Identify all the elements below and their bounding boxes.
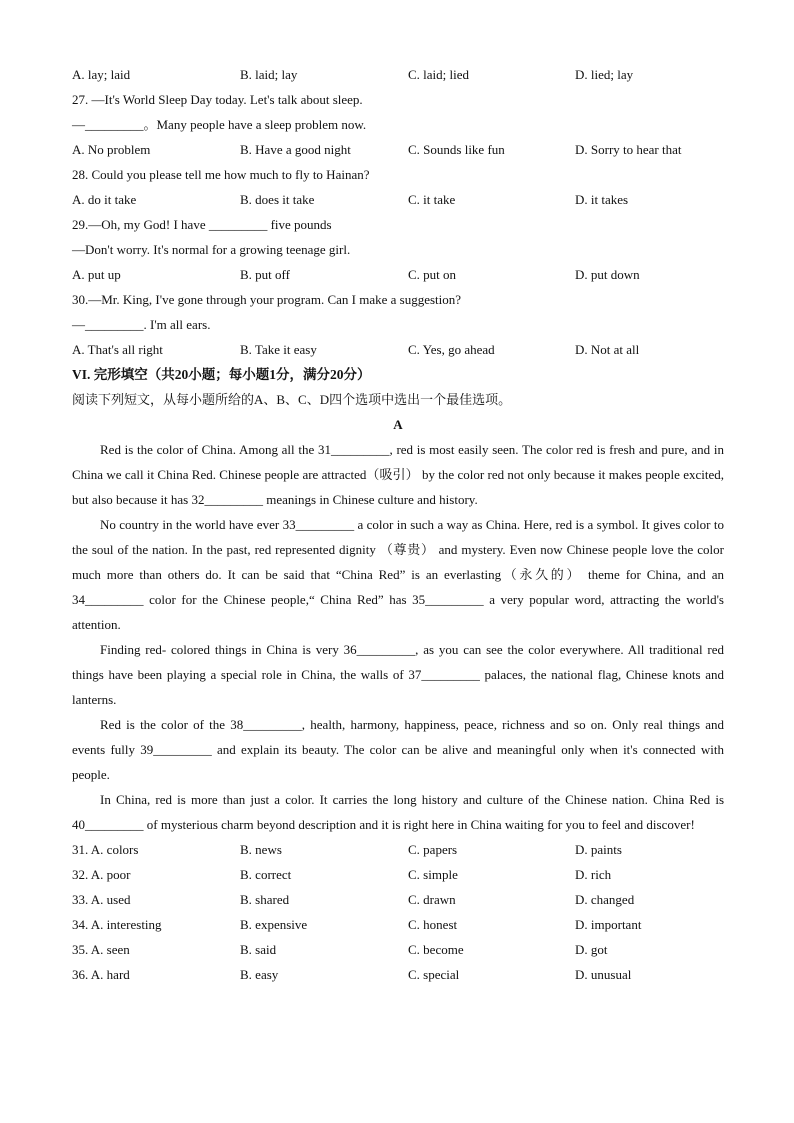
option-d: D. it takes [575, 192, 629, 207]
option-a: A. That's all right [72, 342, 163, 357]
q35-options [72, 937, 724, 962]
q30-reply: —_________. I'm all ears. [72, 317, 211, 332]
option-d: D. rich [575, 867, 612, 882]
option-d: D. Sorry to hear that [575, 142, 682, 157]
q31-options [72, 837, 724, 862]
q30-stem: 30.—Mr. King, I've gone through your program. Can I make a suggestion? [72, 292, 462, 307]
option-d: D. lied; lay [575, 67, 634, 82]
option-a: A. lay; laid [72, 67, 131, 82]
option-b: B. news [240, 842, 282, 857]
option-b: B. Have a good night [240, 142, 351, 157]
section-title: VI. 完形填空（共20小题；每小题1分，满分20分） [72, 367, 371, 382]
q28-stem: 28. Could you please tell me how much to fly to Hainan? [72, 167, 370, 182]
section-instruction: 阅读下列短文，从每小题所给的A、B、C、D四个选项中选出一个最佳选项。 [72, 392, 512, 407]
option-c: C. put on [408, 267, 457, 282]
option-a: 36. A. hard [72, 967, 130, 982]
option-d: D. important [575, 917, 642, 932]
option-a: A. put up [72, 267, 121, 282]
option-d: D. changed [575, 892, 635, 907]
option-c: C. papers [408, 842, 458, 857]
q29-reply: —Don't worry. It's normal for a growing teenage girl. [72, 242, 351, 257]
option-a: 35. A. seen [72, 942, 130, 957]
q29-stem: 29.—Oh, my God! I have _________ five pounds [72, 217, 332, 232]
q27-options [72, 137, 724, 162]
q27-stem: 27. —It's World Sleep Day today. Let's talk about sleep. [72, 92, 363, 107]
passage-paragraph: In China, red is more than just a color. It carries the long history and culture of the Chinese nation. China Red is 40_________ of mysterious charm beyond description and it is right here in China waiting for you to feel and discover! [72, 792, 724, 832]
q29-options [72, 262, 724, 287]
option-b: B. said [240, 942, 277, 957]
option-c: C. simple [408, 867, 458, 882]
option-b: B. correct [240, 867, 292, 882]
option-a: 32. A. poor [72, 867, 131, 882]
q33-options [72, 887, 724, 912]
option-c: C. Sounds like fun [408, 142, 505, 157]
option-b: B. does it take [240, 192, 315, 207]
option-c: C. honest [408, 917, 458, 932]
option-d: D. Not at all [575, 342, 640, 357]
q32-options [72, 862, 724, 887]
q30-options [72, 337, 724, 362]
q36-options [72, 962, 724, 987]
option-b: B. shared [240, 892, 290, 907]
option-c: C. it take [408, 192, 456, 207]
q26-options [72, 62, 724, 87]
option-b: B. Take it easy [240, 342, 317, 357]
option-c: C. Yes, go ahead [408, 342, 495, 357]
option-c: C. drawn [408, 892, 456, 907]
option-d: D. put down [575, 267, 640, 282]
option-a: A. do it take [72, 192, 137, 207]
option-b: B. easy [240, 967, 279, 982]
option-a: A. No problem [72, 142, 151, 157]
q28-options [72, 187, 724, 212]
passage-paragraph: Red is the color of the 38_________, health, harmony, happiness, peace, richness and so on. Only real things and events fully 39_________ and explain its beauty. The color can be alive and meaningful only when it's connected with people. [72, 717, 724, 782]
option-a: 33. A. used [72, 892, 131, 907]
option-c: C. laid; lied [408, 67, 470, 82]
option-a: 31. A. colors [72, 842, 139, 857]
q34-options [72, 912, 724, 937]
option-c: C. special [408, 967, 460, 982]
option-b: B. put off [240, 267, 290, 282]
exam-page [72, 62, 724, 987]
option-d: D. got [575, 942, 608, 957]
option-a: 34. A. interesting [72, 917, 162, 932]
passage-label: A [393, 417, 403, 432]
passage-paragraph: Red is the color of China. Among all the 31_________, red is most easily seen. The color red is fresh and pure, and in China we call it China Red. Chinese people are attracted（吸引） by the color red not only because it makes people excited, but also because it has 32_________ meanings in Chinese culture and history. [72, 442, 724, 507]
option-d: D. unusual [575, 967, 632, 982]
option-c: C. become [408, 942, 464, 957]
passage-paragraph: Finding red- colored things in China is very 36_________, as you can see the color everywhere. All traditional red things have been playing a special role in China, the walls of 37_________ palaces, the national flag, Chinese knots and lanterns. [72, 642, 724, 707]
q27-reply: —_________。Many people have a sleep problem now. [72, 117, 367, 132]
option-d: D. paints [575, 842, 622, 857]
option-b: B. expensive [240, 917, 308, 932]
passage-paragraph: No country in the world have ever 33_________ a color in such a way as China. Here, red is a symbol. It gives color to the soul of the nation. In the past, red represented dignity （尊贵） and mystery. Even now Chinese people love the color much more than others do. It can be said that “China Red” is an everlasting（永久的） theme for China, and an 34_________ color for the Chinese people,“ China Red” has 35_________ a very popular word, attracting the world's attention. [72, 517, 724, 632]
option-b: B. laid; lay [240, 67, 298, 82]
